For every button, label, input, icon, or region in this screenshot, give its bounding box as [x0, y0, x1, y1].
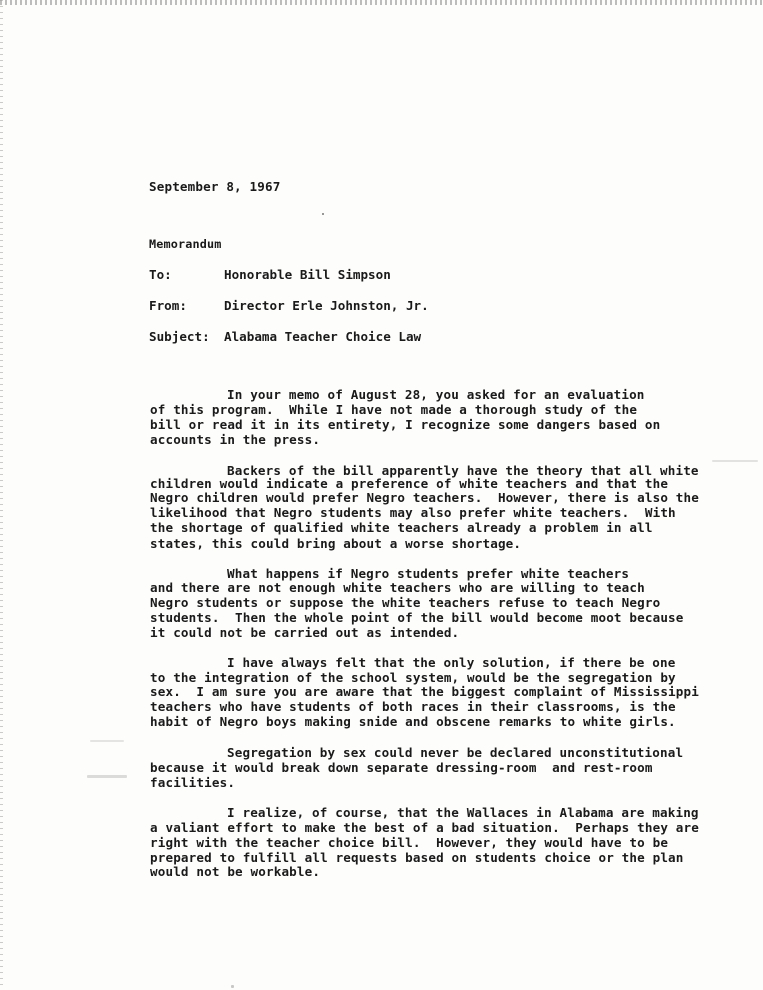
body-line: prepared to fulfill all requests based on students choice or the plan	[150, 850, 684, 865]
body-line: Negro children would prefer Negro teachers. However, there is also the	[150, 490, 699, 505]
scan-edge-top	[0, 0, 763, 5]
body-line: right with the teacher choice bill. However, they would have to be	[150, 835, 669, 850]
subject-value: Alabama Teacher Choice Law	[224, 329, 422, 344]
scan-speck	[87, 775, 127, 778]
memo-date: September 8, 1967	[149, 179, 281, 194]
body-line: the shortage of qualified white teachers already a problem in all	[150, 520, 653, 535]
from-label: From:	[149, 298, 187, 313]
body-line: accounts in the press.	[150, 432, 321, 447]
body-line: and there are not enough white teachers who are willing to teach	[150, 580, 645, 595]
scan-speck	[90, 740, 124, 742]
body-line: facilities.	[150, 775, 236, 790]
scan-speck	[322, 213, 324, 215]
body-line: sex. I am sure you are aware that the biggest complaint of Mississippi	[150, 684, 699, 699]
body-line: Backers of the bill apparently have the theory that all white	[227, 463, 699, 478]
scan-speck	[712, 460, 758, 462]
body-line: a valiant effort to make the best of a bad situation. Perhaps they are	[150, 820, 699, 835]
body-line: What happens if Negro students prefer white teachers	[227, 566, 630, 581]
body-line: states, this could bring about a worse shortage.	[150, 536, 522, 551]
body-line: students. Then the whole point of the bill would become moot because	[150, 610, 684, 625]
to-label: To:	[149, 267, 172, 282]
memo-type: Memorandum	[149, 237, 222, 251]
scan-speck	[231, 985, 234, 988]
scan-edge-left	[0, 0, 3, 990]
body-line: I realize, of course, that the Wallaces in Alabama are making	[227, 805, 699, 820]
body-line: children would indicate a preference of white teachers and that the	[150, 476, 669, 491]
body-line: I have always felt that the only solution, if there be one	[227, 655, 676, 670]
to-value: Honorable Bill Simpson	[224, 267, 391, 282]
body-line: would not be workable.	[150, 864, 321, 879]
body-line: In your memo of August 28, you asked for an evaluation	[227, 387, 645, 402]
body-line: of this program. While I have not made a thorough study of the	[150, 402, 638, 417]
from-value: Director Erle Johnston, Jr.	[224, 298, 429, 313]
body-line: Segregation by sex could never be declared unconstitutional	[227, 745, 684, 760]
body-line: it could not be carried out as intended.	[150, 625, 460, 640]
body-line: to the integration of the school system, would be the segregation by	[150, 670, 676, 685]
body-line: because it would break down separate dressing-room and rest-room	[150, 760, 653, 775]
body-line: bill or read it in its entirety, I recognize some dangers based on	[150, 417, 661, 432]
subject-label: Subject:	[149, 329, 210, 344]
body-line: likelihood that Negro students may also prefer white teachers. With	[150, 505, 676, 520]
body-line: habit of Negro boys making snide and obscene remarks to white girls.	[150, 714, 676, 729]
body-line: teachers who have students of both races in their classrooms, is the	[150, 699, 676, 714]
body-line: Negro students or suppose the white teachers refuse to teach Negro	[150, 595, 661, 610]
